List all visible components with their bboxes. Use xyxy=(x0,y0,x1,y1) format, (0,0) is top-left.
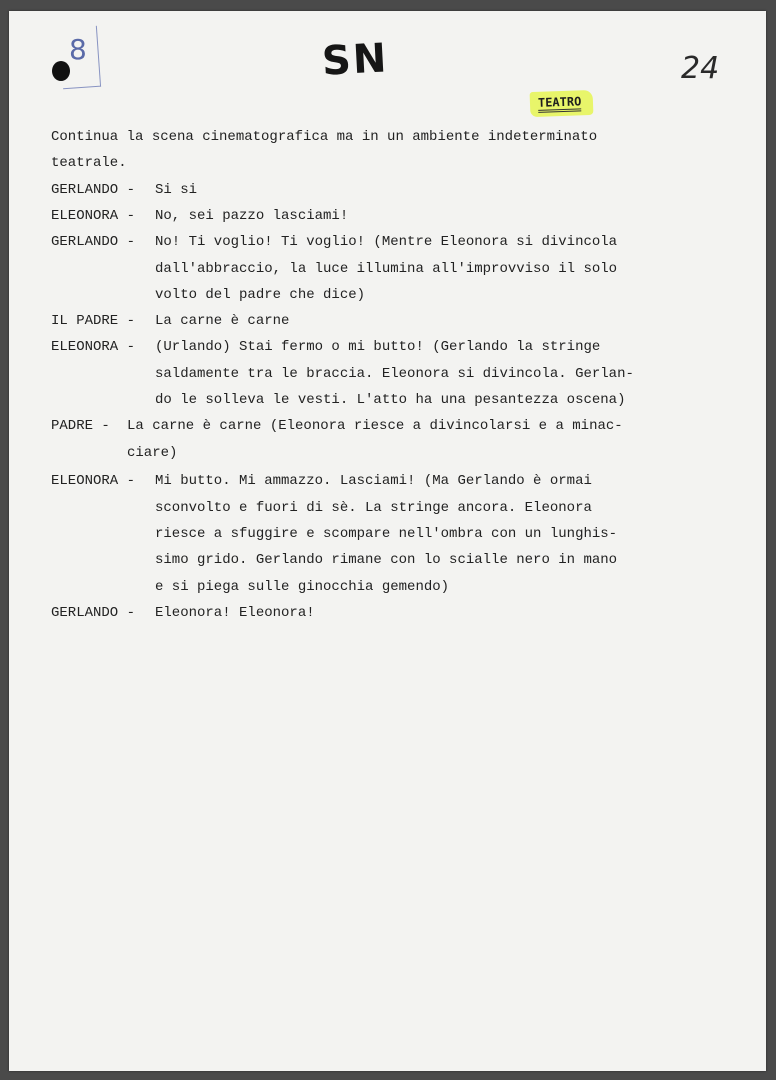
typewritten-sheet xyxy=(9,11,766,1071)
page-number: 24 xyxy=(681,51,720,86)
dialogue-line: sconvolto e fuori di sè. La stringe ancora. Eleonora xyxy=(155,500,592,516)
speaker-name: GERLANDO - xyxy=(51,234,136,250)
speaker-name: GERLANDO - xyxy=(51,605,136,621)
intro-line: Continua la scena cinematografica ma in un ambiente indeterminato xyxy=(51,129,598,145)
dialogue-line: volto del padre che dice) xyxy=(155,287,366,303)
dialogue-line: ciare) xyxy=(127,445,178,461)
dialogue-line: Si si xyxy=(155,182,198,198)
stamp-label: TEATRO xyxy=(538,94,582,113)
dialogue-line: No, sei pazzo lasciami! xyxy=(155,208,349,224)
speaker-name: GERLANDO - xyxy=(51,182,136,198)
dialogue-line: Mi butto. Mi ammazzo. Lasciami! (Ma Gerlando è ormai xyxy=(155,473,592,489)
header-initials: SN xyxy=(320,35,390,85)
dialogue-line: dall'abbraccio, la luce illumina all'improvviso il solo xyxy=(155,261,618,277)
dialogue-line: simo grido. Gerlando rimane con lo scialle nero in mano xyxy=(155,552,618,568)
folder-number: 8 xyxy=(69,33,87,66)
speaker-name: PADRE - xyxy=(51,418,110,434)
dialogue-line: No! Ti voglio! Ti voglio! (Mentre Eleonora si divincola xyxy=(155,234,618,250)
speaker-name: ELEONORA - xyxy=(51,473,136,489)
dialogue-line: La carne è carne xyxy=(155,313,290,329)
intro-line: teatrale. xyxy=(51,155,127,171)
speaker-name: ELEONORA - xyxy=(51,208,136,224)
dialogue-line: e si piega sulle ginocchia gemendo) xyxy=(155,579,450,595)
speaker-name: ELEONORA - xyxy=(51,339,136,355)
dialogue-line: La carne è carne (Eleonora riesce a divincolarsi e a minac- xyxy=(127,418,623,434)
dialogue-line: (Urlando) Stai fermo o mi butto! (Gerlando la stringe xyxy=(155,339,601,355)
speaker-name: IL PADRE - xyxy=(51,313,136,329)
dialogue-line: Eleonora! Eleonora! xyxy=(155,605,315,621)
dialogue-line: do le solleva le vesti. L'atto ha una pesantezza oscena) xyxy=(155,392,626,408)
teatro-stamp xyxy=(530,90,594,117)
dialogue-line: saldamente tra le braccia. Eleonora si divincola. Gerlan- xyxy=(155,366,634,382)
dialogue-line: riesce a sfuggire e scompare nell'ombra con un lunghis- xyxy=(155,526,618,542)
